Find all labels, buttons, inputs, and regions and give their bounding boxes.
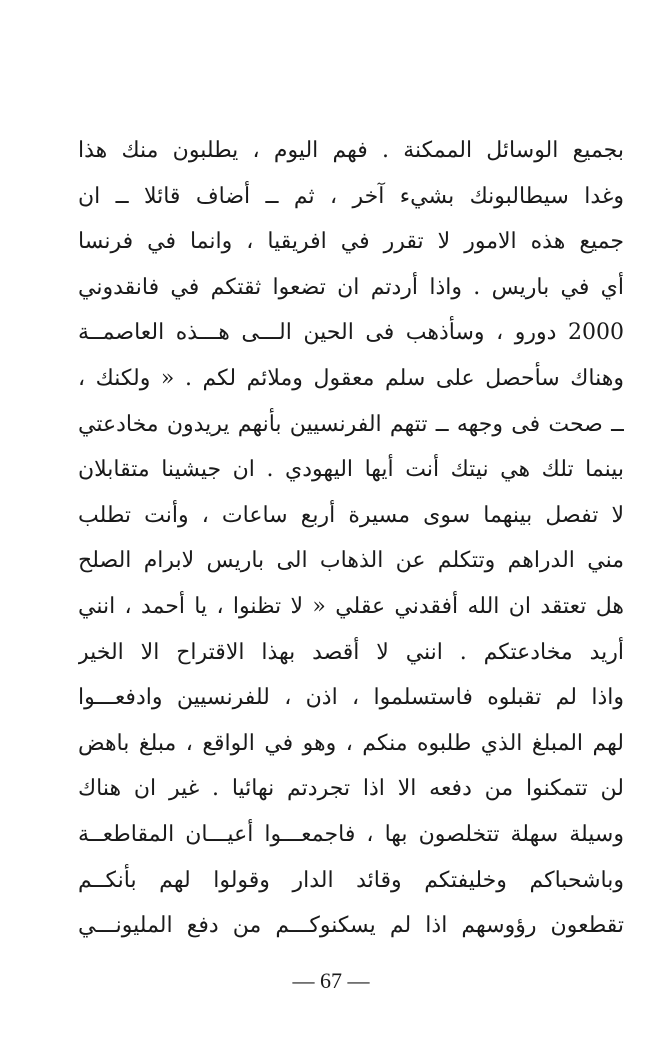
text-line: وسيلة سهلة تتخلصون بها ، فاجمعـــوا أعيـــان المقاطعــة	[78, 821, 624, 847]
text-line: 2000 دورو ، وسأذهب فى الحين الـــى هـــذه العاصمــة	[78, 320, 624, 346]
text-line: وهناك سأحصل على سلم معقول وملائم لكم . « ولكنك ،	[78, 365, 624, 391]
text-line: بينما تلك هي نيتك أنت أيها اليهودي . ان جيشينا متقابلان	[78, 457, 624, 483]
text-line: لهم المبلغ الذي طلبوه منكم ، وهو في الواقع ، مبلغ باهض	[78, 730, 624, 756]
text-line: وباشحباكم وخليفتكم وقائد الدار وقولوا لهم بأنكــم	[78, 867, 624, 893]
text-line: تقطعون رؤوسهم اذا لم يسكنوكـــم من دفع المليونـــي	[78, 913, 624, 939]
text-line: مني الدراهم وتتكلم عن الذهاب الى باريس لابرام الصلح	[78, 548, 624, 574]
text-line: أي في باريس . واذا أردتم ان تضعوا ثقتكم في فانقدوني	[78, 274, 624, 300]
text-line: لا تفصل بينهما سوى مسيرة أربع ساعات ، وأنت تطلب	[78, 502, 624, 528]
page-number: — 67 —	[292, 968, 370, 993]
text-line: هل تعتقد ان الله أفقدني عقلي « لا تظنوا ، يا أحمد ، انني	[78, 593, 624, 619]
text-line: وغدا سيطالبونك بشيء آخر ، ثم ــ أضاف قائلا ــ ان	[78, 183, 624, 209]
page-text	[78, 128, 624, 949]
text-line: واذا لم تقبلوه فاستسلموا ، اذن ، للفرنسيين وادفعـــوا	[78, 685, 624, 711]
text-line: أريد مخادعتكم . انني لا أقصد بهذا الاقتراح الا الخير	[78, 639, 624, 665]
text-line: بجميع الوسائل الممكنة . فهم اليوم ، يطلبون منك هذا	[78, 138, 624, 163]
text-line: جميع هذه الامور لا تقرر في افريقيا ، وانما في فرنسا	[78, 229, 624, 255]
text-line: ــ صحت فى وجهه ــ تتهم الفرنسيين بأنهم يريدون مخادعتي	[78, 411, 624, 437]
text-line: لن تتمكنوا من دفعه الا اذا تجردتم نهائيا . غير ان هناك	[78, 776, 624, 802]
